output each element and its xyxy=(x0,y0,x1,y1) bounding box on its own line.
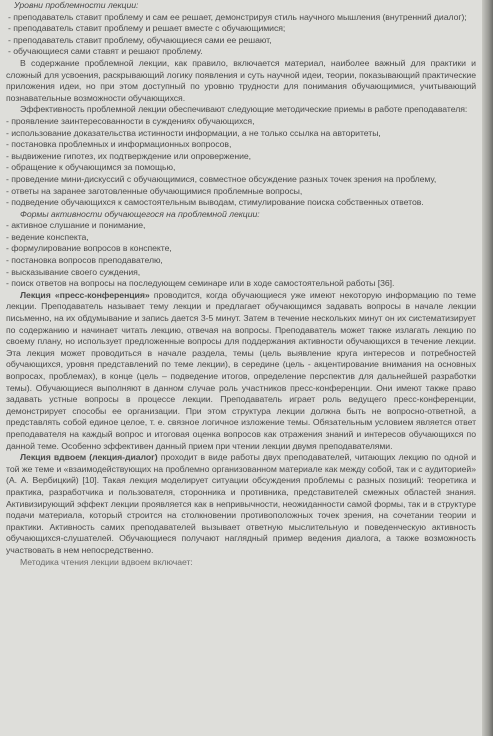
list-item: - преподаватель ставит проблему и решает вместе с обучающимися; xyxy=(8,23,286,34)
list-item: - проведение мини-дискуссий с обучающимися, совместное обсуждение разных точек зрения на проблему, xyxy=(6,173,437,184)
list-item: - ведение конспекта, xyxy=(6,231,89,242)
press-conference-text: проводится, когда обучающиеся уже имеют некоторую информацию по теме лекции. Преподаватель называет тему лекции и предлагает обучающимся задавать вопросы в начале лекции письменно, на их обдумывание и запись дается 3-5 минут. Затем в течение нескольких минут он их систематизирует по содержанию и начинает читать лекцию, отвечая на вопросы. Преподаватель может также излагать лекцию по своему плану, но использует предложенные вопросы для поддержания активности обучающихся в течение лекции. Эта лекция может проводиться в начале раздела, темы (цель выявление круга интересов и потребностей обучающихся, уровня представлений по теме лекции), в середине (цель - акцентирование внимания на основных вопросах, проблемах), в конце (цель – подведение итогов, определение перспектив для дальнейшей разработки темы). Обучающиеся выполняют в данном случае роль участников пресс-конференции. Они имеют также право задавать устные вопросы в процессе лекции. Преподаватель играет роль ведущего пресс-конференции, демонстрирует способы ее организации. При этом структура лекции должна быть не вопросно-ответной, а представлять собой единое целое, т. е. связное логичное изложение темы. Обязательным условием является ответ преподавателя на каждый вопрос и итоговая оценка вопросов как отражения знаний и интересов обучающихся по данной теме. Особенно эффективен данный прием при чтении лекции двумя преподавателями. xyxy=(6,289,476,451)
dialog-text: проходит в виде работы двух преподавателей, читающих лекцию по одной и той же теме и «взаимодействующих на проблемно организованном материале как между собой, так и с аудиторией» (А. А. Вербицкий) [10]. Такая лекция моделирует ситуации обсуждения проблемы с разных позиций: теоретика и практика, разработчика и пользователя, сторонника и противника, представителей смежных областей знания. Активизирующий эффект лекции проявляется как в непривычности, неожиданности самой формы, так и в структуре подачи материала, который строится на столкновении противоположных точек зрения, на сочетании теории и практики. Активность самих преподавателей вызывает ответную мыслительную и поведенческую активность обучающихся-слушателей. Обучающиеся получают наглядный пример ведения диалога, а также возможность участвовать в нем непосредственно. xyxy=(6,452,476,555)
list-item: - высказывание своего суждения, xyxy=(6,266,141,277)
levels-heading: Уровни проблемности лекции: xyxy=(14,0,139,10)
list-item: - формулирование вопросов в конспекте, xyxy=(6,243,172,254)
page-text xyxy=(6,0,476,568)
list-item: - постановка проблемных и информационных вопросов, xyxy=(6,139,232,150)
book-spine-shadow xyxy=(482,0,493,736)
list-item: - активное слушание и понимание, xyxy=(6,220,146,231)
list-item: - подведение обучающихся к самостоятельным выводам, стимулирование поиска собственных ответов. xyxy=(6,197,424,208)
forms-heading: Формы активности обучающегося на проблемной лекции: xyxy=(20,208,260,219)
list-item: - обучающиеся сами ставят и решают проблему. xyxy=(8,46,203,57)
list-item: - преподаватель ставит проблему и сам ее решает, демонстрируя стиль научного мышления (внутренний диалог); xyxy=(8,11,467,22)
list-item: - ответы на заранее заготовленные обучающимися проблемные вопросы, xyxy=(6,185,303,196)
closing-line: Методика чтения лекции вдвоем включает: xyxy=(20,556,193,567)
list-item: - поиск ответов на вопросы на последующем семинаре или в ходе самостоятельной работы [36]. xyxy=(6,278,395,289)
forms-list xyxy=(6,220,476,290)
levels-list xyxy=(6,12,476,58)
list-item: - проявление заинтересованности в суждениях обучающихся, xyxy=(6,115,255,126)
effectiveness-list xyxy=(6,116,476,209)
effectiveness-intro: Эффективность проблемной лекции обеспечивают следующие методические приемы в работе преподавателя: xyxy=(20,104,468,115)
dialog-paragraph xyxy=(6,452,476,556)
list-item: - выдвижение гипотез, их подтверждение или опровержение, xyxy=(6,150,252,161)
press-conference-term: Лекция «пресс-конференция» xyxy=(20,289,150,300)
list-item: - использование доказательства истинности информации, а не только ссылка на авторитеты, xyxy=(6,127,381,138)
list-item: - преподаватель ставит проблему, обучающиеся сами ее решают, xyxy=(8,34,272,45)
dialog-term: Лекция вдвоем (лекция-диалог) xyxy=(20,452,158,463)
list-item: - постановка вопросов преподавателю, xyxy=(6,255,163,266)
content-paragraph: В содержание проблемной лекции, как правило, включается материал, наиболее важный для практики и сложный для усвоения, раскрывающий логику появления и суть научной идеи, теории, показывающий практические приложения идеи, но при этом доступный по уровню трудности для понимания обучающимися, учитывающий познавательные возможности обучающихся. xyxy=(6,57,476,103)
press-conference-paragraph xyxy=(6,290,476,452)
list-item: - обращение к обучающимся за помощью, xyxy=(6,162,176,173)
